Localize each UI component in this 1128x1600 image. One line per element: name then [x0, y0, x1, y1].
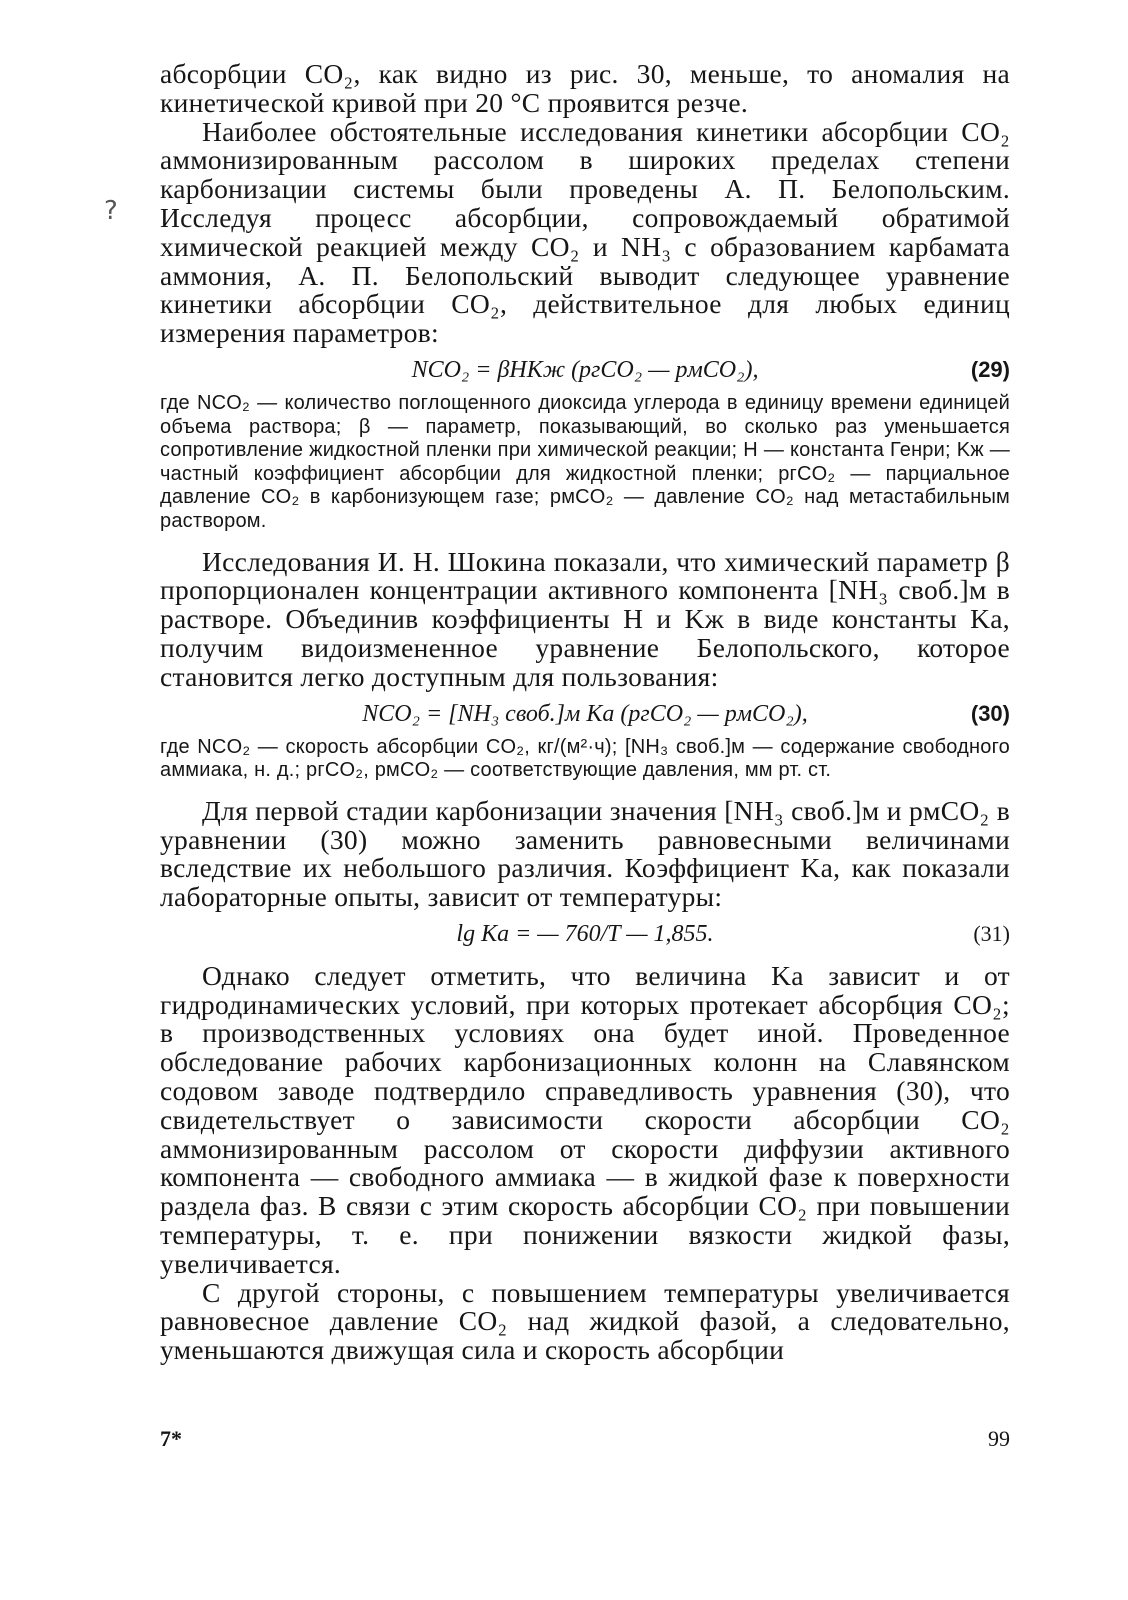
note-formula-30: где NCO₂ — скорость абсорбции CO₂, кг/(м²·ч); [NH₃ своб.]м — содержание свободного аммиака, н. д.; pгCO₂, pмCO₂ — соответствующие давления, мм рт. ст.: [160, 735, 1010, 782]
paragraph-3: Исследования И. Н. Шокина показали, что химический параметр β пропорционален концентрации активного компонента [NH₃ своб.]м в растворе. Объединив коэффициенты H и Kж в виде константы Kа, получим видоизмененное уравнение Белопольского, которое становится легко доступным для пользования:: [160, 545, 1010, 692]
formula-31-number: (31): [973, 920, 1010, 946]
formula-30: [160, 692, 1010, 736]
formula-29: [160, 348, 1010, 392]
formula-31: [160, 912, 1010, 956]
paragraph-2: Наиболее обстоятельные исследования кинетики абсорбции CO₂ аммонизированным рассолом в широких пределах степени карбонизации системы были проведены А. П. Белопольским. Исследуя процесс абсорбции, сопровождаемый обратимой химической реакцией между CO₂ и NH₃ с образованием карбамата аммония, А. П. Белопольский выводит следующее уравнение кинетики абсорбции CO₂, действительное для любых единиц измерения параметров:: [160, 115, 1010, 349]
paragraph-1: абсорбции CO₂, как видно из рис. 30, меньше, то аномалия на кинетической кривой при 20 °C проявится резче.: [160, 58, 1010, 118]
formula-30-expression: NCO₂ = [NH₃ своб.]м Kа (pгCO₂ — pмCO₂),: [362, 700, 808, 727]
signature-mark: 7*: [160, 1426, 182, 1451]
page-body: [160, 60, 1010, 1365]
formula-30-number: (30): [970, 700, 1010, 726]
paragraph-4: Для первой стадии карбонизации значения [NH₃ своб.]м и pмCO₂ в уравнении (30) можно заменить равновесными величинами вследствие их небольшого различия. Коэффициент Kа, как показали лабораторные опыты, зависит от температуры:: [160, 794, 1010, 913]
note-formula-29: где NCO₂ — количество поглощенного диоксида углерода в единицу времени единицей объема раствора; β — параметр, показывающий, во сколько раз уменьшается сопротивление жидкостной пленки при химической реакции; H — константа Генри; Kж — частный коэффициент абсорбции для жидкостной пленки; pгCO₂ — парциальное давление CO₂ в карбонизующем газе; pмCO₂ — давление CO₂ над метастабильным раствором.: [160, 391, 1010, 532]
formula-31-expression: lg Kа = — 760/T — 1,855.: [456, 920, 714, 947]
paragraph-5: Однако следует отметить, что величина Kа зависит и от гидродинамических условий, при которых протекает абсорбция CO₂; в производственных условиях она будет иной. Проведенное обследование рабочих карбонизационных колонн на Славянском содовом заводе подтвердило справедливость уравнения (30), что свидетельствует о зависимости скорости абсорбции CO₂ аммонизированным рассолом от скорости диффузии активного компонента — свободного аммиака — в жидкой фазе к поверхности раздела фаз. В связи с этим скорость абсорбции CO₂ при повышении температуры, т. е. при понижении вязкости жидкой фазы, увеличивается.: [160, 959, 1010, 1279]
formula-29-expression: NCO₂ = βHKж (pгCO₂ — pмCO₂),: [411, 356, 759, 383]
paragraph-6: С другой стороны, с повышением температуры увеличивается равновесное давление CO₂ над жидкой фазой, а следовательно, уменьшаются движущая сила и скорость абсорбции: [160, 1276, 1010, 1366]
page-number: 99: [988, 1426, 1010, 1451]
formula-29-number: (29): [970, 356, 1010, 382]
margin-pencil-mark: ?: [104, 196, 118, 226]
